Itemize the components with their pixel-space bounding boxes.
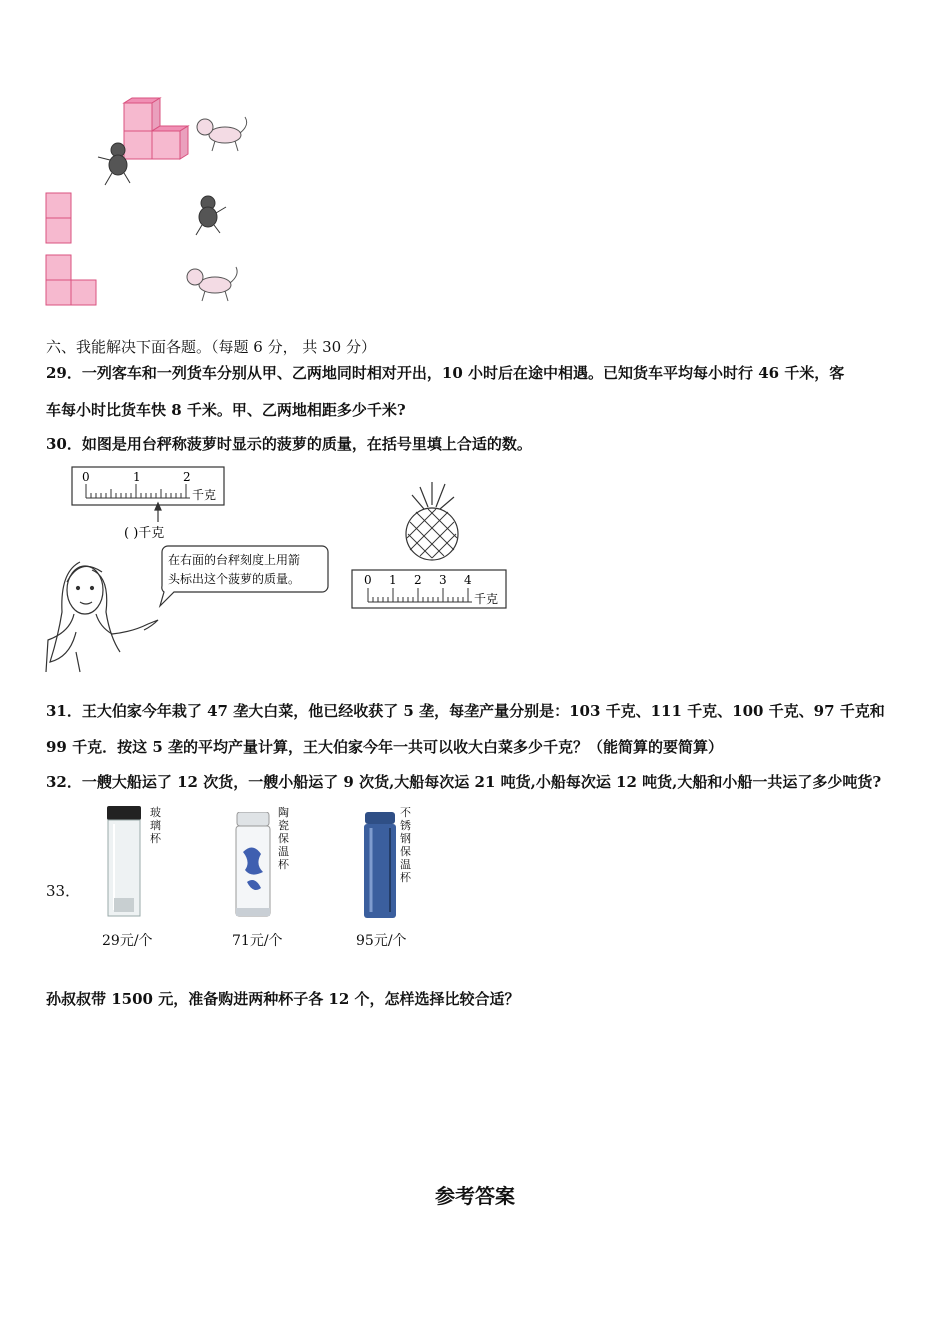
answers-title: 参考答案 (435, 1184, 515, 1208)
scale-figure (40, 462, 520, 677)
question-31-line-2: 99 千克．按这 5 垄的平均产量计算，王大伯家今年一共可以收大白菜多少千克？（能简算的要简算） (46, 738, 723, 756)
question-29-line-1: 29．一列客车和一列货车分别从甲、乙两地同时相对开出，10 小时后在途中相遇。已知货车平均每小时行 46 千米，客 (46, 364, 845, 382)
scale-2-tick-label: 2 (414, 573, 422, 587)
speech-line-1: 在右面的台秤刻度上用箭 (168, 553, 301, 567)
cube-view-column (46, 193, 71, 243)
scale-1-arrow (155, 503, 161, 522)
glass-cup-image (104, 806, 144, 920)
steel-cup-image (362, 812, 398, 920)
dog-image-top (197, 117, 247, 151)
ceramic-cup-price: 71元/个 (232, 933, 283, 949)
girl-illustration (46, 562, 158, 672)
glass-cup-price: 29元/个 (102, 933, 153, 949)
question-33-number: 33． (46, 882, 81, 900)
cube-view-l-shape (46, 255, 96, 305)
scale-2-tick-label: 4 (464, 573, 472, 587)
question-30-text: 30．如图是用台秤称菠萝时显示的菠萝的质量，在括号里填上合适的数。 (46, 435, 532, 453)
scale-2-tick-label: 0 (364, 573, 372, 587)
question-31-line-1: 31．王大伯家今年栽了 47 垄大白菜，他已经收获了 5 垄，每垄产量分别是：103 千克、111 千克、100 千克、97 千克和 (46, 702, 885, 720)
steel-cup-price: 95元/个 (356, 933, 407, 949)
scale-1-tick-label: 2 (183, 470, 191, 484)
dog-image-bottom (187, 267, 237, 301)
question-32-text: 32．一艘大船运了 12 次货，一艘小船运了 9 次货,大船每次运 21 吨货,小船每次运 12 吨货,大船和小船一共运了多少吨货? (46, 773, 882, 791)
section-heading: 六、我能解决下面各题。（每题 6 分， 共 30 分） (46, 338, 376, 356)
scale-2-unit: 千克 (474, 592, 499, 606)
scale-1-unit: 千克 (192, 488, 217, 502)
pineapple-image (406, 482, 458, 560)
views-figure (40, 95, 270, 310)
ceramic-cup-label: 陶瓷保温杯 (278, 806, 289, 871)
answer-blank: ( )千克 (124, 526, 165, 541)
monkey-image-2 (196, 196, 226, 235)
glass-cup-label: 玻璃杯 (150, 806, 161, 845)
scale-2-tick-label: 3 (439, 573, 447, 587)
cube-stack-image (124, 98, 188, 159)
scale-1-tick-label: 0 (82, 470, 90, 484)
speech-line-2: 头标出这个菠萝的质量。 (168, 572, 301, 586)
question-29-line-2: 车每小时比货车快 8 千米。甲、乙两地相距多少千米? (46, 401, 406, 419)
question-33-text: 孙叔叔带 1500 元，准备购进两种杯子各 12 个，怎样选择比较合适？ (46, 990, 520, 1008)
scale-1-tick-label: 1 (133, 470, 141, 484)
steel-cup-label: 不锈钢保温杯 (400, 806, 411, 884)
ceramic-cup-image (233, 812, 273, 920)
monkey-image-1 (98, 143, 130, 185)
scale-2-tick-label: 1 (389, 573, 397, 587)
